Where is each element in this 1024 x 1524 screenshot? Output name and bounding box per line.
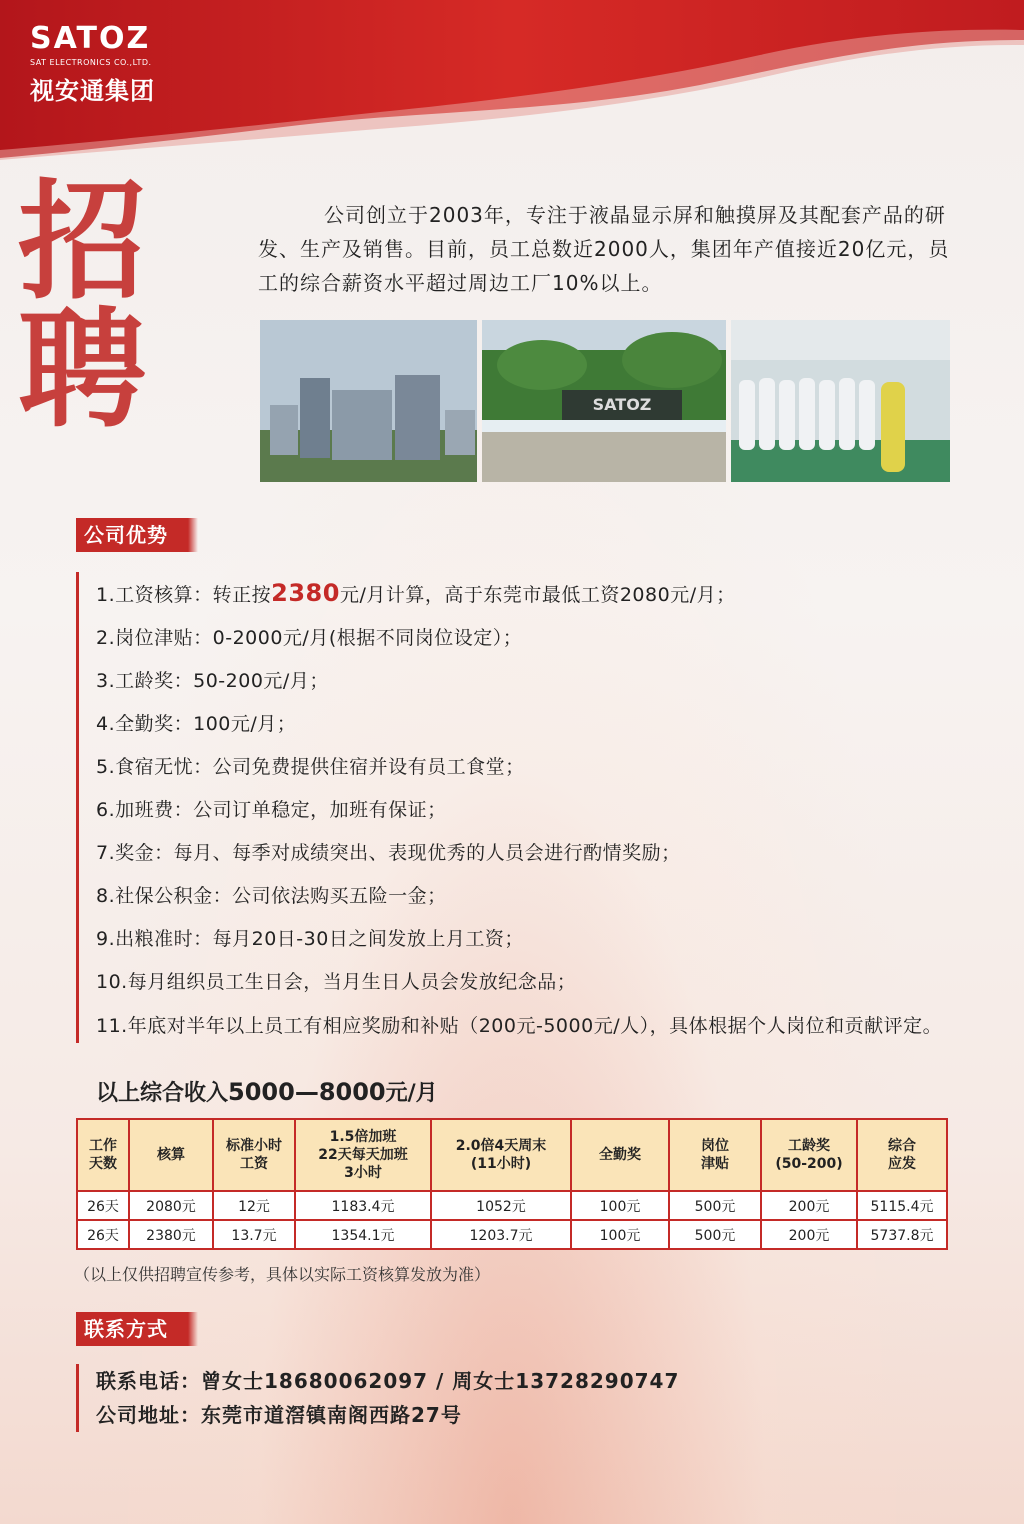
table-cell: 1203.7元 [431,1220,571,1249]
income-summary: 以上综合收入5000—8000元/月 [96,1078,438,1106]
table-cell: 26天 [77,1220,129,1249]
column-header: 核算 [129,1119,213,1191]
table-cell: 1052元 [431,1191,571,1220]
list-item: 10.每月组织员工生日会，当月生日人员会发放纪念品； [96,971,577,993]
contact-info [76,1364,976,1432]
table-cell: 200元 [761,1220,857,1249]
list-item: 7.奖金：每月、每季对成绩突出、表现优秀的人员会进行酌情奖励； [96,842,681,864]
list-item: 1.工资核算：转正按2380元/月计算，高于东莞市最低工资2080元/月； [96,579,736,607]
column-header: 岗位 津贴 [669,1119,761,1191]
table-cell: 100元 [571,1220,669,1249]
table-cell: 1354.1元 [295,1220,431,1249]
table-cell: 1183.4元 [295,1191,431,1220]
contact-address: 公司地址：东莞市道滘镇南阁西路27号 [96,1403,462,1427]
title-char-1: 招 [18,167,147,317]
table-cell: 500元 [669,1220,761,1249]
salary-table [76,1118,948,1250]
list-item: 6.加班费：公司订单稳定，加班有保证； [96,799,447,821]
table-cell: 26天 [77,1191,129,1220]
table-cell: 12元 [213,1191,295,1220]
column-header: 全勤奖 [571,1119,669,1191]
table-cell: 13.7元 [213,1220,295,1249]
salary-note: （以上仅供招聘宣传参考，具体以实际工资核算发放为准） [74,1265,491,1284]
office-building-photo [260,320,477,482]
table-cell: 100元 [571,1191,669,1220]
advantages-heading: 公司优势 [76,518,188,552]
column-header: 2.0倍4天周末 (11小时) [431,1119,571,1191]
logo-subtitle: SAT ELECTRONICS CO.,LTD. [30,58,152,67]
list-item: 5.食宿无忧：公司免费提供住宿并设有员工食堂； [96,756,525,778]
contact-heading: 联系方式 [76,1312,188,1346]
table-cell: 5115.4元 [857,1191,947,1220]
table-cell: 5737.8元 [857,1220,947,1249]
photo-sign-text: SATOZ [592,395,652,414]
list-item: 9.出粮准时：每月20日-30日之间发放上月工资； [96,928,524,950]
column-header: 综合 应发 [857,1119,947,1191]
list-item: 11.年底对半年以上员工有相应奖励和补贴（200元-5000元/人），具体根据个人岗位和贡献评定。 [96,1015,943,1037]
table-row [77,1191,947,1220]
table-header-row [77,1119,947,1191]
table-row [77,1220,947,1249]
photo-strip [260,320,950,482]
logo-chinese-name: 视安通集团 [30,77,155,105]
title-char-2: 聘 [18,295,147,445]
column-header: 标准小时 工资 [213,1119,295,1191]
list-item: 3.工龄奖：50-200元/月； [96,670,329,692]
column-header: 1.5倍加班 22天每天加班 3小时 [295,1119,431,1191]
table-cell: 2080元 [129,1191,213,1220]
page-title [18,167,248,445]
contact-phone: 联系电话：曾女士18680062097 / 周女士13728290747 [96,1369,680,1393]
cleanroom-staff-photo [731,320,950,482]
factory-entrance-photo [482,320,726,482]
advantages-list [76,572,976,1043]
column-header: 工作 天数 [77,1119,129,1191]
column-header: 工龄奖 (50-200) [761,1119,857,1191]
table-cell: 200元 [761,1191,857,1220]
list-item: 4.全勤奖：100元/月； [96,713,297,735]
company-intro: 公司创立于2003年，专注于液晶显示屏和触摸屏及其配套产品的研发、生产及销售。目前，员工总数近2000人，集团年产值接近20亿元，员工的综合薪资水平超过周边工厂10%以上。 [258,203,950,295]
list-item: 8.社保公积金：公司依法购买五险一金； [96,885,447,907]
company-logo [30,22,180,106]
list-item: 2.岗位津贴：0-2000元/月(根据不同岗位设定）； [96,627,523,649]
logo-text: SATOZ [30,21,151,56]
table-cell: 500元 [669,1191,761,1220]
table-cell: 2380元 [129,1220,213,1249]
